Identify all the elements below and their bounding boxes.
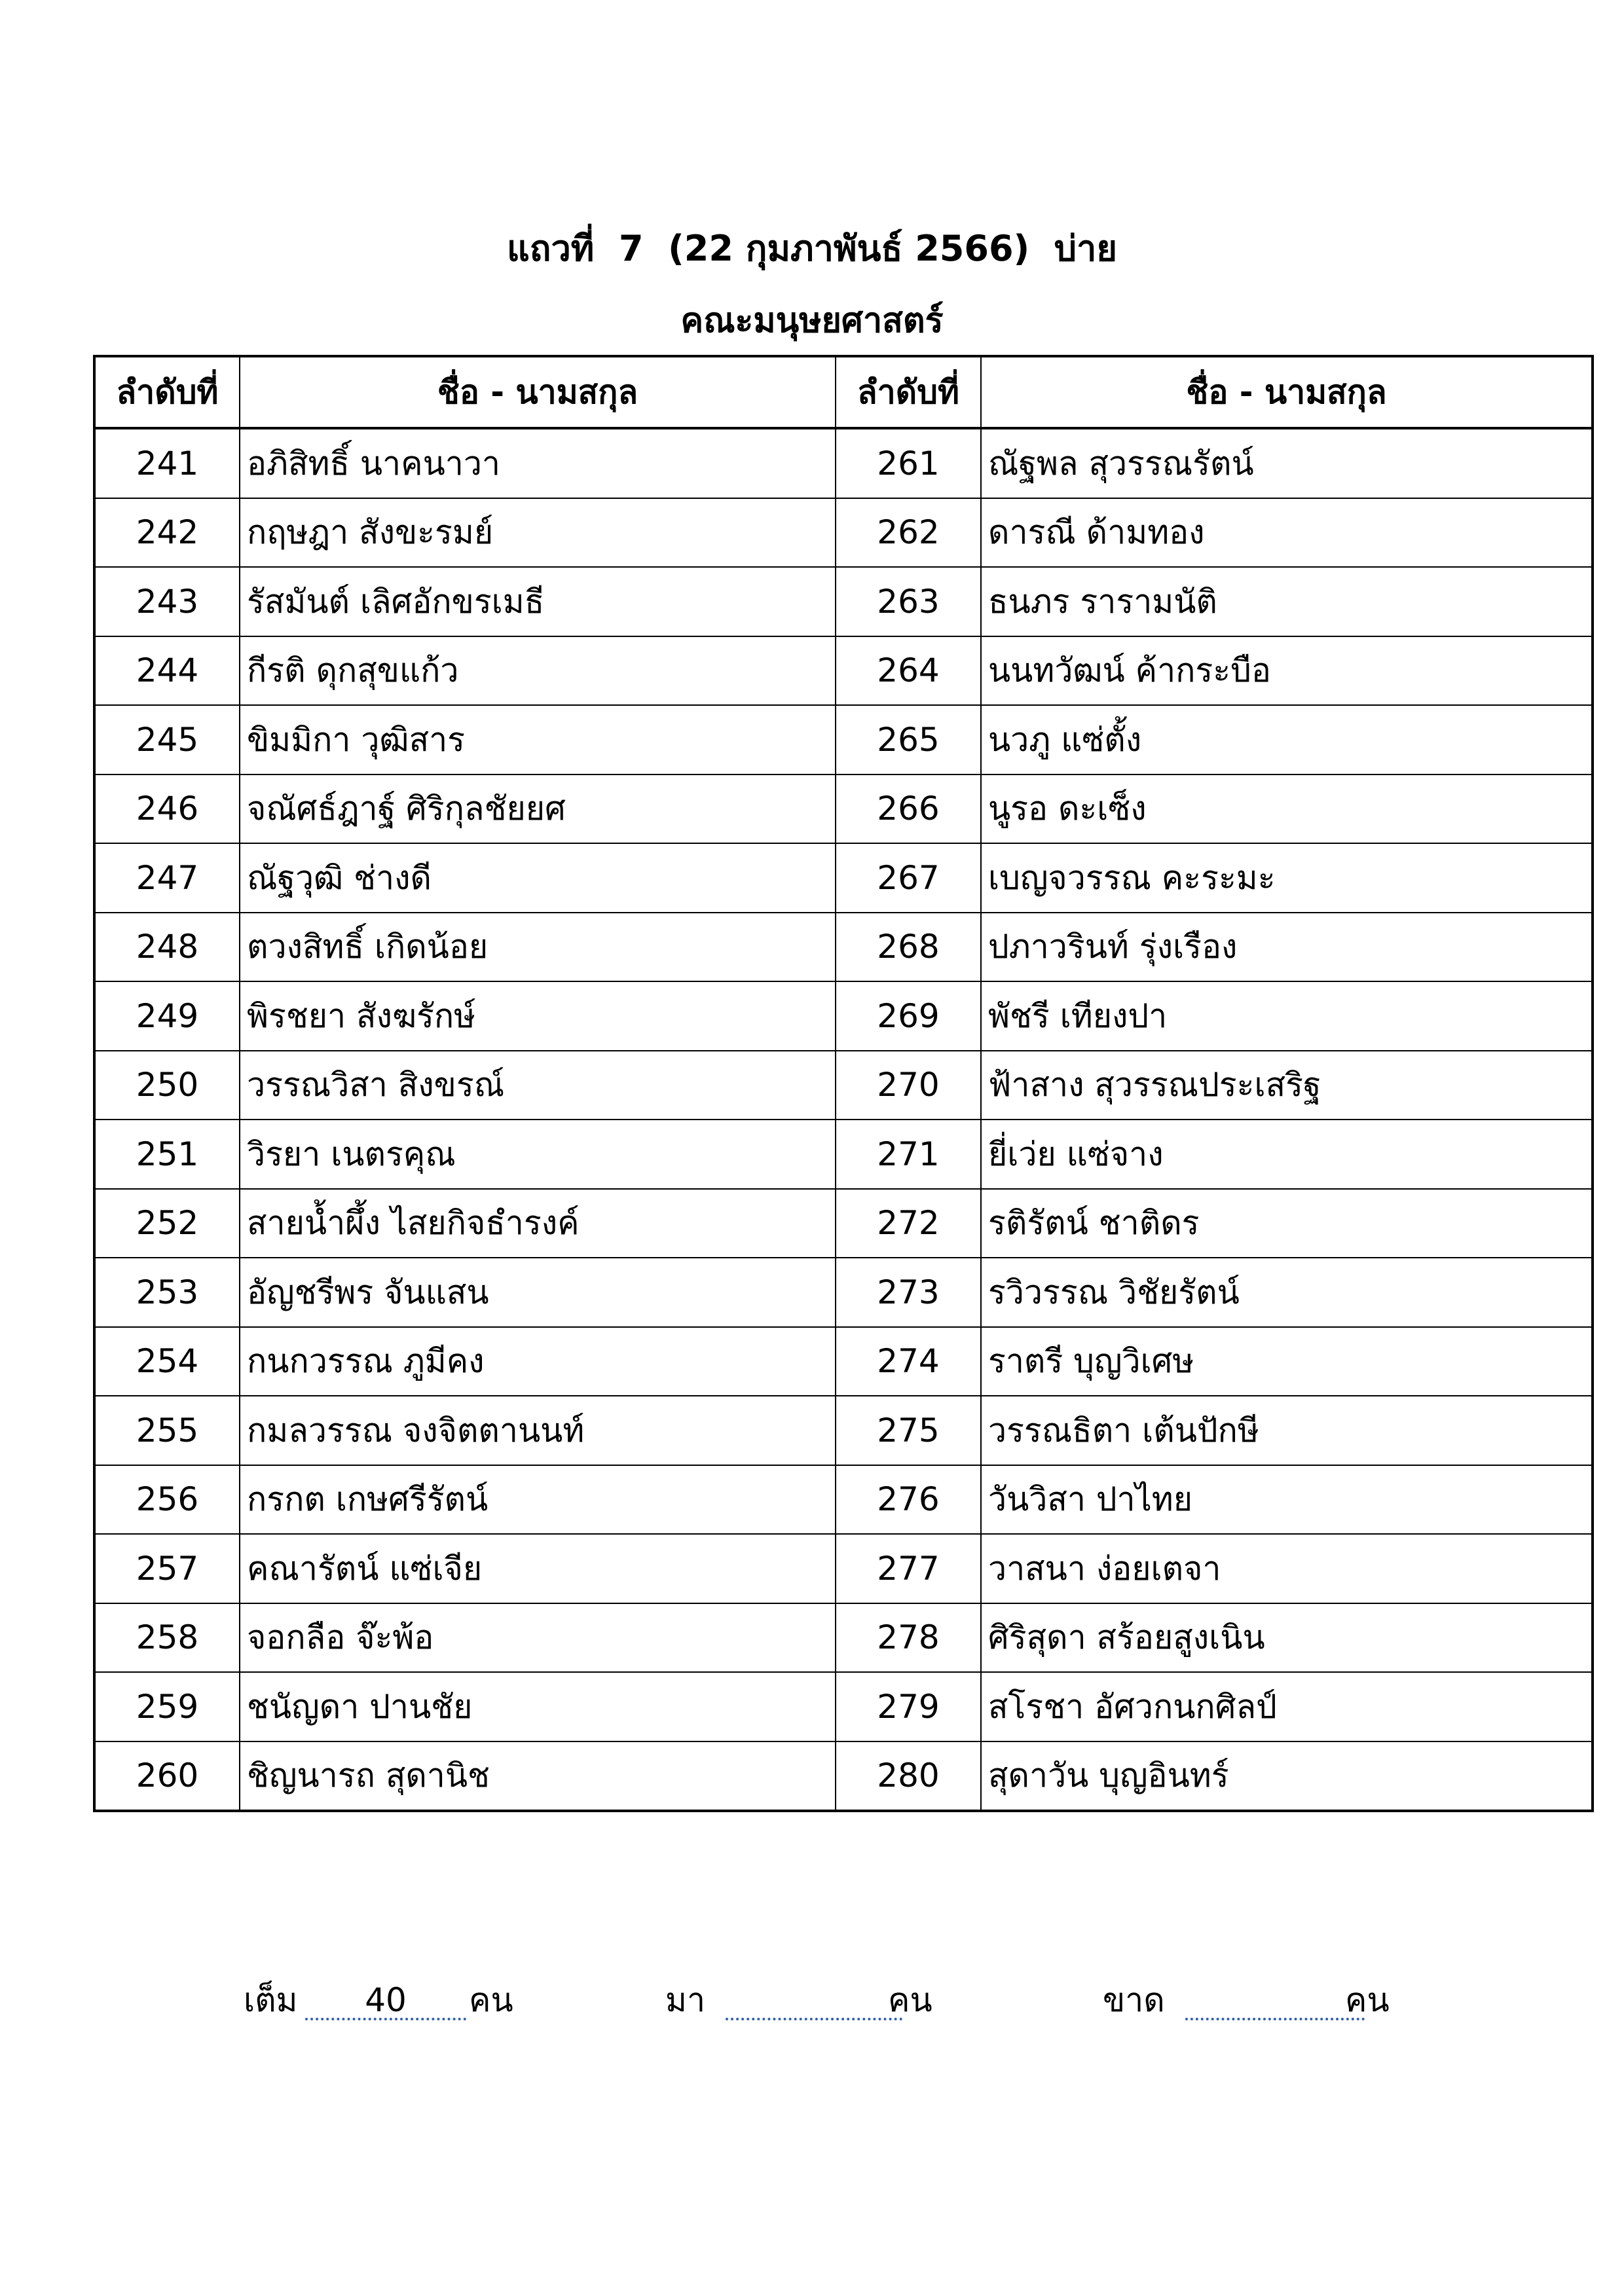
row-name-right: รวิวรรณ วิชัยรัตน์	[981, 1258, 1593, 1327]
row-name-right: ณัฐพล สุวรรณรัตน์	[981, 428, 1593, 498]
row-number-right: 265	[836, 705, 981, 774]
row-number-right: 274	[836, 1327, 981, 1396]
row-name-left: รัสมันต์ เลิศอักขรเมธี	[240, 567, 836, 636]
row-number-left: 248	[94, 913, 240, 982]
full-label: เต็ม	[244, 1981, 298, 2019]
row-name-left: ณัฐวุฒิ ช่างดี	[240, 843, 836, 913]
row-number-left: 252	[94, 1189, 240, 1258]
row-name-left: อัญชรีพร จันแสน	[240, 1258, 836, 1327]
row-name-right: สุดาวัน บุญอินทร์	[981, 1741, 1593, 1812]
row-number-right: 267	[836, 843, 981, 913]
row-name-left: กนกวรรณ ภูมีคง	[240, 1327, 836, 1396]
roster-table	[93, 355, 1594, 1812]
row-number-left: 258	[94, 1603, 240, 1673]
row-number-right: 272	[836, 1189, 981, 1258]
row-name-right: นนทวัฒน์ ค้ากระบือ	[981, 636, 1593, 706]
row-number-right: 278	[836, 1603, 981, 1673]
table-row	[94, 843, 1593, 913]
row-name-right: ฟ้าสาง สุวรรณประเสริฐ	[981, 1051, 1593, 1120]
row-number-left: 254	[94, 1327, 240, 1396]
table-row	[94, 1534, 1593, 1603]
row-name-left: พิรชยา สังฆรักษ์	[240, 981, 836, 1051]
row-name-right: ยี่เว่ย แซ่จาง	[981, 1120, 1593, 1189]
row-name-right: ศิริสุดา สร้อยสูงเนิน	[981, 1603, 1593, 1673]
page-title: แถวที่ 7 (22 กุมภาพันธ์ 2566) บ่าย	[506, 228, 1118, 269]
row-name-left: คณารัตน์ แซ่เจีย	[240, 1534, 836, 1603]
row-number-right: 279	[836, 1672, 981, 1741]
table-row	[94, 1465, 1593, 1535]
absent-label: ขาด	[1103, 1981, 1165, 2019]
row-number-left: 255	[94, 1396, 240, 1465]
row-number-right: 261	[836, 428, 981, 498]
row-name-left: ชนัญดา ปานชัย	[240, 1672, 836, 1741]
row-name-left: ขิมมิกา วุฒิสาร	[240, 705, 836, 774]
row-name-left: จณัศธ์ฎาฐ์ ศิริกุลชัยยศ	[240, 774, 836, 844]
table-row	[94, 1741, 1593, 1812]
table-row	[94, 636, 1593, 706]
row-number-left: 260	[94, 1741, 240, 1812]
row-name-right: ดารณี ด้ามทอง	[981, 498, 1593, 568]
row-name-right: ราตรี บุญวิเศษ	[981, 1327, 1593, 1396]
row-name-left: กีรติ ดุกสุขแก้ว	[240, 636, 836, 706]
row-name-right: วาสนา ง่อยเตจา	[981, 1534, 1593, 1603]
row-name-right: นวภู แซ่ตั้ง	[981, 705, 1593, 774]
row-number-right: 262	[836, 498, 981, 568]
row-number-left: 241	[94, 428, 240, 498]
row-name-left: จอกลือ จ๊ะพ้อ	[240, 1603, 836, 1673]
row-number-left: 251	[94, 1120, 240, 1189]
column-header-number-left: ลำดับที่	[94, 356, 240, 428]
present-label: มา	[665, 1981, 706, 2019]
row-number-right: 276	[836, 1465, 981, 1535]
row-name-right: เบญจวรรณ คะระมะ	[981, 843, 1593, 913]
row-name-left: วิรยา เนตรคุณ	[240, 1120, 836, 1189]
present-count-field[interactable]	[726, 2018, 902, 2020]
row-name-left: กรกต เกษศรีรัตน์	[240, 1465, 836, 1535]
row-name-right: นูรอ ดะเซ็ง	[981, 774, 1593, 844]
row-number-right: 273	[836, 1258, 981, 1327]
table-row	[94, 1396, 1593, 1465]
table-row	[94, 428, 1593, 498]
row-number-left: 243	[94, 567, 240, 636]
row-number-left: 253	[94, 1258, 240, 1327]
full-unit: คน	[469, 1981, 513, 2019]
table-row	[94, 1603, 1593, 1673]
row-number-right: 280	[836, 1741, 981, 1812]
table-row	[94, 1051, 1593, 1120]
row-name-left: ตวงสิทธิ์ เกิดน้อย	[240, 913, 836, 982]
table-row	[94, 1672, 1593, 1741]
row-number-right: 277	[836, 1534, 981, 1603]
row-number-left: 250	[94, 1051, 240, 1120]
row-name-left: สายน้ำผึ้ง ไสยกิจธำรงค์	[240, 1189, 836, 1258]
row-name-right: รติรัตน์ ชาติดร	[981, 1189, 1593, 1258]
table-row	[94, 913, 1593, 982]
column-header-name-right: ชื่อ - นามสกุล	[981, 356, 1593, 428]
column-header-number-right: ลำดับที่	[836, 356, 981, 428]
row-number-left: 249	[94, 981, 240, 1051]
row-number-left: 245	[94, 705, 240, 774]
absent-unit: คน	[1345, 1981, 1390, 2019]
row-number-right: 271	[836, 1120, 981, 1189]
row-name-right: วรรณธิตา เต้นปักษี	[981, 1396, 1593, 1465]
row-number-right: 270	[836, 1051, 981, 1120]
row-name-left: วรรณวิสา สิงขรณ์	[240, 1051, 836, 1120]
row-name-right: ปภาวรินท์ รุ่งเรือง	[981, 913, 1593, 982]
table-row	[94, 1327, 1593, 1396]
faculty-subtitle: คณะมนุษยศาสตร์	[680, 301, 944, 340]
row-name-left: กมลวรรณ จงจิตตานนท์	[240, 1396, 836, 1465]
present-unit: คน	[888, 1981, 932, 2019]
table-header-row	[94, 356, 1593, 428]
row-number-right: 264	[836, 636, 981, 706]
column-header-name-left: ชื่อ - นามสกุล	[240, 356, 836, 428]
row-name-right: พัชรี เทียงปา	[981, 981, 1593, 1051]
row-number-left: 257	[94, 1534, 240, 1603]
row-number-left: 256	[94, 1465, 240, 1535]
row-number-left: 259	[94, 1672, 240, 1741]
row-name-right: ธนภร รารามนัติ	[981, 567, 1593, 636]
row-number-left: 246	[94, 774, 240, 844]
row-number-right: 275	[836, 1396, 981, 1465]
table-row	[94, 774, 1593, 844]
row-name-right: สโรชา อัศวกนกศิลป์	[981, 1672, 1593, 1741]
row-number-left: 242	[94, 498, 240, 568]
attendance-summary	[0, 1971, 1624, 2030]
table-row	[94, 1189, 1593, 1258]
table-row	[94, 1120, 1593, 1189]
row-name-left: อภิสิทธิ์ นาคนาวา	[240, 428, 836, 498]
table-row	[94, 498, 1593, 568]
row-number-right: 266	[836, 774, 981, 844]
table-row	[94, 1258, 1593, 1327]
table-row	[94, 705, 1593, 774]
row-number-left: 247	[94, 843, 240, 913]
row-name-left: กฤษฎา สังขะรมย์	[240, 498, 836, 568]
table-row	[94, 981, 1593, 1051]
roster-body	[94, 428, 1593, 1811]
row-number-left: 244	[94, 636, 240, 706]
row-number-right: 268	[836, 913, 981, 982]
row-number-right: 263	[836, 567, 981, 636]
row-number-right: 269	[836, 981, 981, 1051]
table-row	[94, 567, 1593, 636]
absent-count-field[interactable]	[1185, 2018, 1365, 2020]
row-name-left: ชิญนารถ สุดานิช	[240, 1741, 836, 1812]
full-count-value: 40	[365, 1981, 407, 2019]
row-name-right: วันวิสา ปาไทย	[981, 1465, 1593, 1535]
